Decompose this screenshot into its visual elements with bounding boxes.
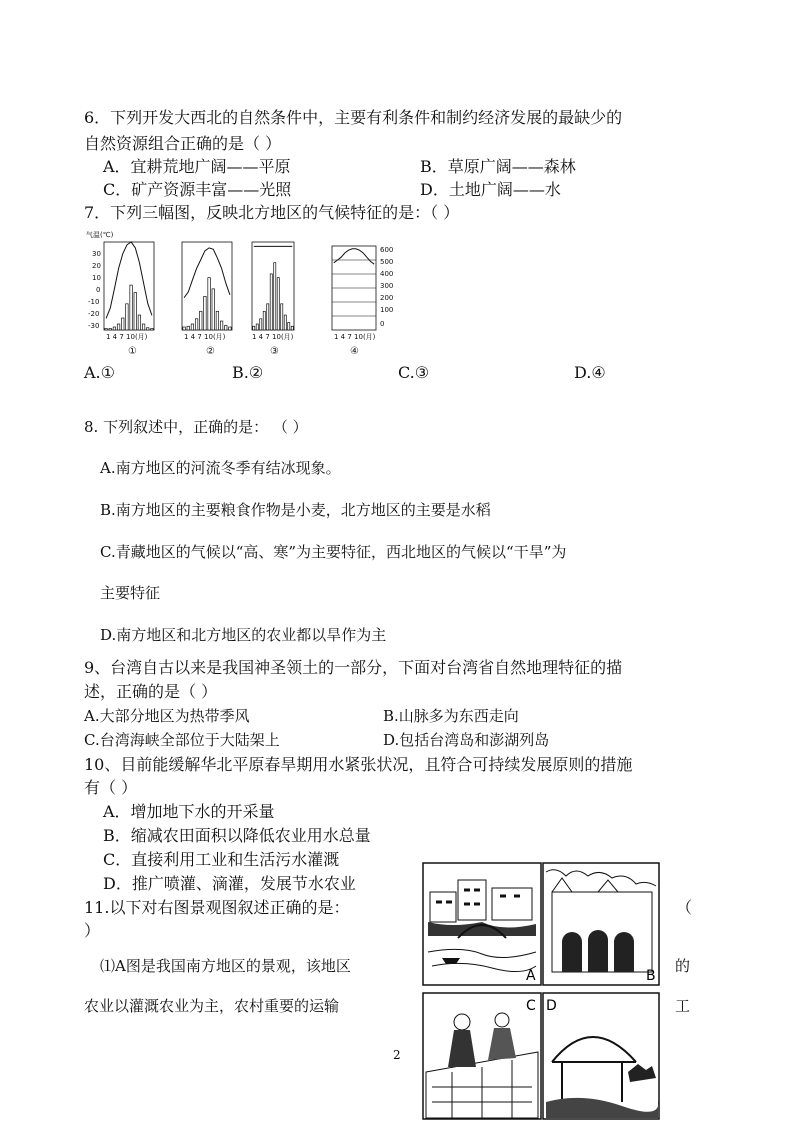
q11-line2-end: 工 <box>675 997 691 1015</box>
q6-option-b: B．草原广阔——森林 <box>420 157 576 176</box>
chart3-precip-bar <box>270 274 272 330</box>
q9-option-c: C.台湾海峡全部位于大陆架上 <box>84 731 280 749</box>
svg-text:-30: -30 <box>88 322 100 330</box>
svg-text:0: 0 <box>96 286 101 294</box>
chart4-temp-line <box>334 249 374 264</box>
q11-paren-close: ） <box>84 921 101 940</box>
chart1-temp-ticks <box>88 250 101 330</box>
chart3-frame <box>252 242 294 330</box>
chart1-precip-bar <box>138 315 141 330</box>
chart1-precip-bar <box>113 327 116 330</box>
chart1-precip-bar <box>122 318 125 330</box>
chart1-xticks: 1 4 7 10(月) <box>106 333 148 341</box>
chart3-xticks: 1 4 7 10(月) <box>252 333 294 341</box>
chart3-precip-bar <box>274 263 276 330</box>
q7-option-b: B.② <box>232 363 264 382</box>
q8-stem: 8. 下列叙述中，正确的是： （ ） <box>84 418 308 436</box>
chart2-label: ② <box>206 346 215 357</box>
q11-line1-end: 的 <box>675 957 691 975</box>
chart1-precip-bar <box>105 329 108 330</box>
svg-text:400: 400 <box>380 270 394 278</box>
panel-d-label: D <box>546 998 557 1014</box>
q8-option-b: B.南方地区的主要粮食作物是小麦，北方地区的主要是水稻 <box>100 501 491 519</box>
chart3-precip-bar <box>253 326 255 330</box>
chart2-xticks: 1 4 7 10(月) <box>184 333 226 341</box>
chart2-precip-bar <box>225 326 228 330</box>
chart2-precip-bar <box>212 289 215 330</box>
chart4-label: ④ <box>350 346 359 357</box>
chart2-precip-bar <box>187 326 190 330</box>
chart2-precip-bar <box>204 296 207 330</box>
chart1-precip-bar <box>134 293 137 330</box>
q7-option-c: C.③ <box>398 363 430 382</box>
q8-option-a: A.南方地区的河流冬季有结冰现象。 <box>100 459 341 477</box>
svg-text:500: 500 <box>380 258 394 266</box>
chart1-ylabel: 气温(℃) <box>86 231 114 239</box>
chart2-precip-bar <box>208 278 211 330</box>
page-number: 2 <box>393 1048 401 1062</box>
landscape-panel-d <box>543 993 659 1119</box>
chart2-precip-bar <box>200 311 203 330</box>
landscape-panel-c <box>423 993 541 1119</box>
chart1-precip-bar <box>151 329 154 330</box>
q8-option-d: D.南方地区和北方地区的农业都以旱作为主 <box>100 626 387 644</box>
chart4-gridlines <box>332 260 376 316</box>
landscape-panel-b <box>543 863 659 985</box>
svg-text:20: 20 <box>92 262 101 270</box>
chart3-precip-bar <box>291 326 293 330</box>
q11-stem: 11.以下对右图景观图叙述正确的是： <box>84 898 350 917</box>
q10-option-a: A．增加地下水的开采量 <box>103 802 275 821</box>
chart1-precip-bar <box>147 328 150 330</box>
chart3-precip-bar <box>288 323 290 330</box>
q6-stem-line1: 6．下列开发大西北的自然条件中，主要有利条件和制约经济发展的最缺少的 <box>84 108 623 127</box>
chart3-precip-bars <box>253 263 294 330</box>
q7-option-d: D.④ <box>574 363 606 382</box>
svg-text:600: 600 <box>380 246 394 254</box>
chart1-precip-bar <box>109 329 112 330</box>
q10-option-c: C．直接利用工业和生活污水灌溉 <box>103 850 340 869</box>
q10-stem-line1: 10、目前能缓解华北平原春旱期用水紧张状况，且符合可持续发展原则的措施 <box>84 755 633 774</box>
chart1-temp-line <box>106 242 152 318</box>
chart1-frame <box>104 242 154 330</box>
svg-text:0: 0 <box>380 320 385 328</box>
q7-option-a: A.① <box>84 363 115 382</box>
chart2-precip-bar <box>229 327 232 330</box>
svg-text:-20: -20 <box>88 310 100 318</box>
chart4-xticks: 1 4 7 10(月) <box>334 333 376 341</box>
chart1-precip-bars <box>105 285 153 330</box>
svg-text:100: 100 <box>380 306 394 314</box>
q7-stem: 7．下列三幅图，反映北方地区的气候特征的是：（ ） <box>84 203 460 222</box>
panel-c-label: C <box>526 998 536 1014</box>
svg-text:30: 30 <box>92 250 101 258</box>
chart3-precip-bar <box>267 304 269 330</box>
svg-text:200: 200 <box>380 294 394 302</box>
q9-stem-line1: 9、台湾自古以来是我国神圣领土的一部分，下面对台湾省自然地理特征的描 <box>84 658 623 677</box>
chart3-precip-bar <box>263 311 265 330</box>
chart3-precip-bar <box>284 315 286 330</box>
q10-option-d: D．推广喷灌、滴灌，发展节水农业 <box>103 874 356 893</box>
chart1-precip-bar <box>126 304 129 330</box>
chart2-frame <box>182 242 232 330</box>
chart2-precip-bar <box>183 327 186 330</box>
q10-stem-line2: 有（ ） <box>84 778 138 797</box>
q9-option-d: D.包括台湾岛和澎湖列岛 <box>383 731 550 749</box>
chart3-precip-bar <box>281 304 283 330</box>
chart2-temp-line <box>184 248 230 298</box>
svg-text:300: 300 <box>380 282 394 290</box>
chart2-precip-bar <box>220 321 223 330</box>
panel-a-label: A <box>526 968 536 984</box>
q6-option-d: D．土地广阔——水 <box>420 180 561 199</box>
chart2-precip-bar <box>195 319 198 330</box>
climate-charts-figure <box>84 228 414 358</box>
q6-option-c: C．矿产资源丰富——光照 <box>103 180 292 199</box>
q8-option-c-line2: 主要特征 <box>100 584 161 602</box>
chart1-precip-bar <box>130 285 133 330</box>
q9-stem-line2: 述，正确的是（ ） <box>84 682 218 701</box>
q10-option-b: B．缩减农田面积以降低农业用水总量 <box>103 826 371 845</box>
q8-option-c-line1: C.青藏地区的气候以“高、寒”为主要特征，西北地区的气候以“干旱”为 <box>100 543 567 561</box>
svg-text:-10: -10 <box>88 298 100 306</box>
q6-option-a: A．宜耕荒地广阔——平原 <box>103 157 291 176</box>
chart1-precip-bar <box>117 324 120 330</box>
q11-line1: ⑴A图是我国南方地区的景观，该地区 <box>100 957 351 975</box>
chart2-precip-bar <box>216 311 219 330</box>
chart2-precip-bar <box>191 324 194 330</box>
q11-line2: 农业以灌溉农业为主，农村重要的运输 <box>84 997 340 1015</box>
chart1-precip-bar <box>142 324 145 330</box>
landscape-panel-a <box>423 863 541 985</box>
q11-paren-open: （ <box>676 898 693 917</box>
chart4-precip-ticks <box>380 246 393 328</box>
chart3-precip-bar <box>277 278 279 330</box>
svg-text:10: 10 <box>92 274 101 282</box>
chart3-label: ③ <box>270 346 279 357</box>
panel-b-label: B <box>646 968 656 984</box>
landscape-figure <box>422 862 660 1120</box>
q9-option-b: B.山脉多为东西走向 <box>383 707 519 725</box>
chart3-precip-bar <box>260 319 262 330</box>
chart3-precip-bar <box>256 324 258 330</box>
q6-stem-line2: 自然资源组合正确的是（ ） <box>84 134 282 153</box>
q9-option-a: A.大部分地区为热带季风 <box>84 707 250 725</box>
chart1-label: ① <box>128 346 137 357</box>
